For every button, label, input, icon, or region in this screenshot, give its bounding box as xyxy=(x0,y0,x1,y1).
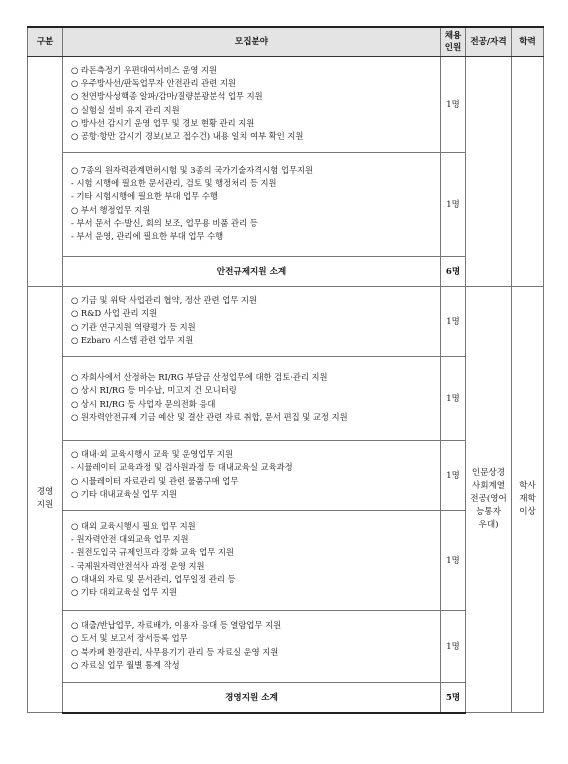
duty-line: ○ Ezbaro 시스템 관련 업무 지원 xyxy=(71,334,194,345)
duty-line: ○ 방사선 감시기 운영 업무 및 경보 현황 관리 지원 xyxy=(71,117,255,128)
header-row xyxy=(28,27,544,56)
duty-line: - 원전도입국 규제인프라 강화 교육 업무 지원 xyxy=(71,547,234,558)
section-category-cell: 경영 지원 xyxy=(28,286,63,713)
subtotal-label: 경영지원 소계 xyxy=(63,682,441,713)
headcount: 1명 xyxy=(441,356,466,440)
duty-line: - 부서 운영, 관리에 필요한 부대 업무 수행 xyxy=(71,230,224,241)
section-major-cell: 인문상경 사회계열 전공(영어 능통자 우대) xyxy=(466,286,512,713)
duty-line: ○ 공항·항만 감시기 경보(보고 접수건) 내용 일치 여부 확인 지원 xyxy=(71,130,304,141)
duty-line: ○ 천연방사성핵종 알파/감마/질량분광분석 업무 지원 xyxy=(71,91,263,102)
duty-list xyxy=(63,152,441,256)
duty-line: ○ 대출/반납업무, 자료배가, 이용자 응대 등 열람업무 지원 xyxy=(71,620,282,631)
duty-line: ○ 원자력안전규제 기금 예산 및 결산 관련 자료 취합, 문서 편집 및 교정 지원 xyxy=(71,411,348,422)
section-degree-cell: 학사 재학 이상 xyxy=(512,286,544,713)
recruitment-table xyxy=(27,26,544,714)
table-row xyxy=(28,56,544,152)
duty-line: ○ 북카페 환경관리, 사무용기기 관리 등 자료실 운영 지원 xyxy=(71,646,279,657)
headcount: 1명 xyxy=(441,286,466,356)
duty-line: ○ 대내외 자료 및 문서관리, 업무일정 관리 등 xyxy=(71,573,236,584)
duty-line: ○ 7종의 원자력관계면허시험 및 3종의 국가기술자격시험 업무지원 xyxy=(71,164,314,175)
header-degree: 학력 xyxy=(512,27,544,56)
duty-line: - 기타 시험시행에 필요한 부대 업무 수행 xyxy=(71,191,218,202)
duty-list xyxy=(63,356,441,440)
duty-list xyxy=(63,610,441,682)
duty-list xyxy=(63,286,441,356)
subtotal-label: 안전규제지원 소계 xyxy=(63,256,441,286)
duty-line: - 국제원자력안전석사 과정 운영 지원 xyxy=(71,560,205,571)
duty-line: ○ 기관 연구지원 역량평가 등 지원 xyxy=(71,321,196,332)
duty-line: ○ 실험실 설비 유지 관리 지원 xyxy=(71,104,180,115)
duty-line: - 원자력안전 대외교육 업무 지원 xyxy=(71,534,189,545)
section-degree-cell xyxy=(512,56,544,286)
duty-line: ○ 자회사에서 산정하는 RI/RG 부담금 산정업무에 대한 검토·관리 지원 xyxy=(71,372,328,383)
duty-line: ○ 기금 및 위탁 사업관리 협약, 정산 관련 업무 지원 xyxy=(71,295,257,306)
duty-line: ○ 도서 및 보고서 장서등록 업무 xyxy=(71,633,188,644)
duty-list xyxy=(63,440,441,510)
header-category: 구분 xyxy=(28,27,63,56)
subtotal-count: 5명 xyxy=(441,682,466,713)
duty-line: ○ R&D 사업 관리 지원 xyxy=(71,308,158,319)
subtotal-count: 6명 xyxy=(441,256,466,286)
duty-line: ○ 라돈측정기 우편대여서비스 운영 지원 xyxy=(71,64,218,75)
duty-list xyxy=(63,56,441,152)
duty-line: ○ 시뮬레이터 자료관리 및 관련 물품구매 업무 xyxy=(71,475,239,486)
section-category-cell xyxy=(28,56,63,286)
duty-line: ○ 상시 RI/RG 등 사업자 문의전화 응대 xyxy=(71,398,216,409)
duty-line: ○ 기타 대외교육실 업무 지원 xyxy=(71,586,177,597)
headcount: 1명 xyxy=(441,610,466,682)
duty-line: - 시뮬레이터 교육과정 및 검사원과정 등 대내교육실 교육과정 xyxy=(71,462,293,473)
duty-line: ○ 부서 행정업무 지원 xyxy=(71,204,151,215)
headcount: 1명 xyxy=(441,440,466,510)
duty-line: - 부서 문서 수·발신, 회의 보조, 업무용 비품 관리 등 xyxy=(71,217,258,228)
table-row xyxy=(28,286,544,356)
duty-line: ○ 대내·외 교육시행시 교육 및 운영업무 지원 xyxy=(71,449,233,460)
headcount: 1명 xyxy=(441,510,466,610)
headcount: 1명 xyxy=(441,152,466,256)
duty-line: - 시험 시행에 필요한 문서관리, 검토 및 행정처리 등 지원 xyxy=(71,178,277,189)
header-count: 채용 인원 xyxy=(441,27,466,56)
duty-line: ○ 자료실 업무 월별 통계 작성 xyxy=(71,659,180,670)
header-major: 전공/자격 xyxy=(466,27,512,56)
section-major-cell xyxy=(466,56,512,286)
duty-list xyxy=(63,510,441,610)
duty-line: ○ 상시 RI/RG 등 미수납, 미고지 건 모니터링 xyxy=(71,385,237,396)
recruitment-table-wrapper xyxy=(27,26,543,714)
duty-line: ○ 기타 대내교육실 업무 지원 xyxy=(71,488,177,499)
duty-line: ○ 대외 교육시행시 필요 업무 지원 xyxy=(71,520,196,531)
headcount: 1명 xyxy=(441,56,466,152)
header-field: 모집분야 xyxy=(63,27,441,56)
duty-line: ○ 우주방사선/판독업무자 안전관리 관련 지원 xyxy=(71,78,236,89)
